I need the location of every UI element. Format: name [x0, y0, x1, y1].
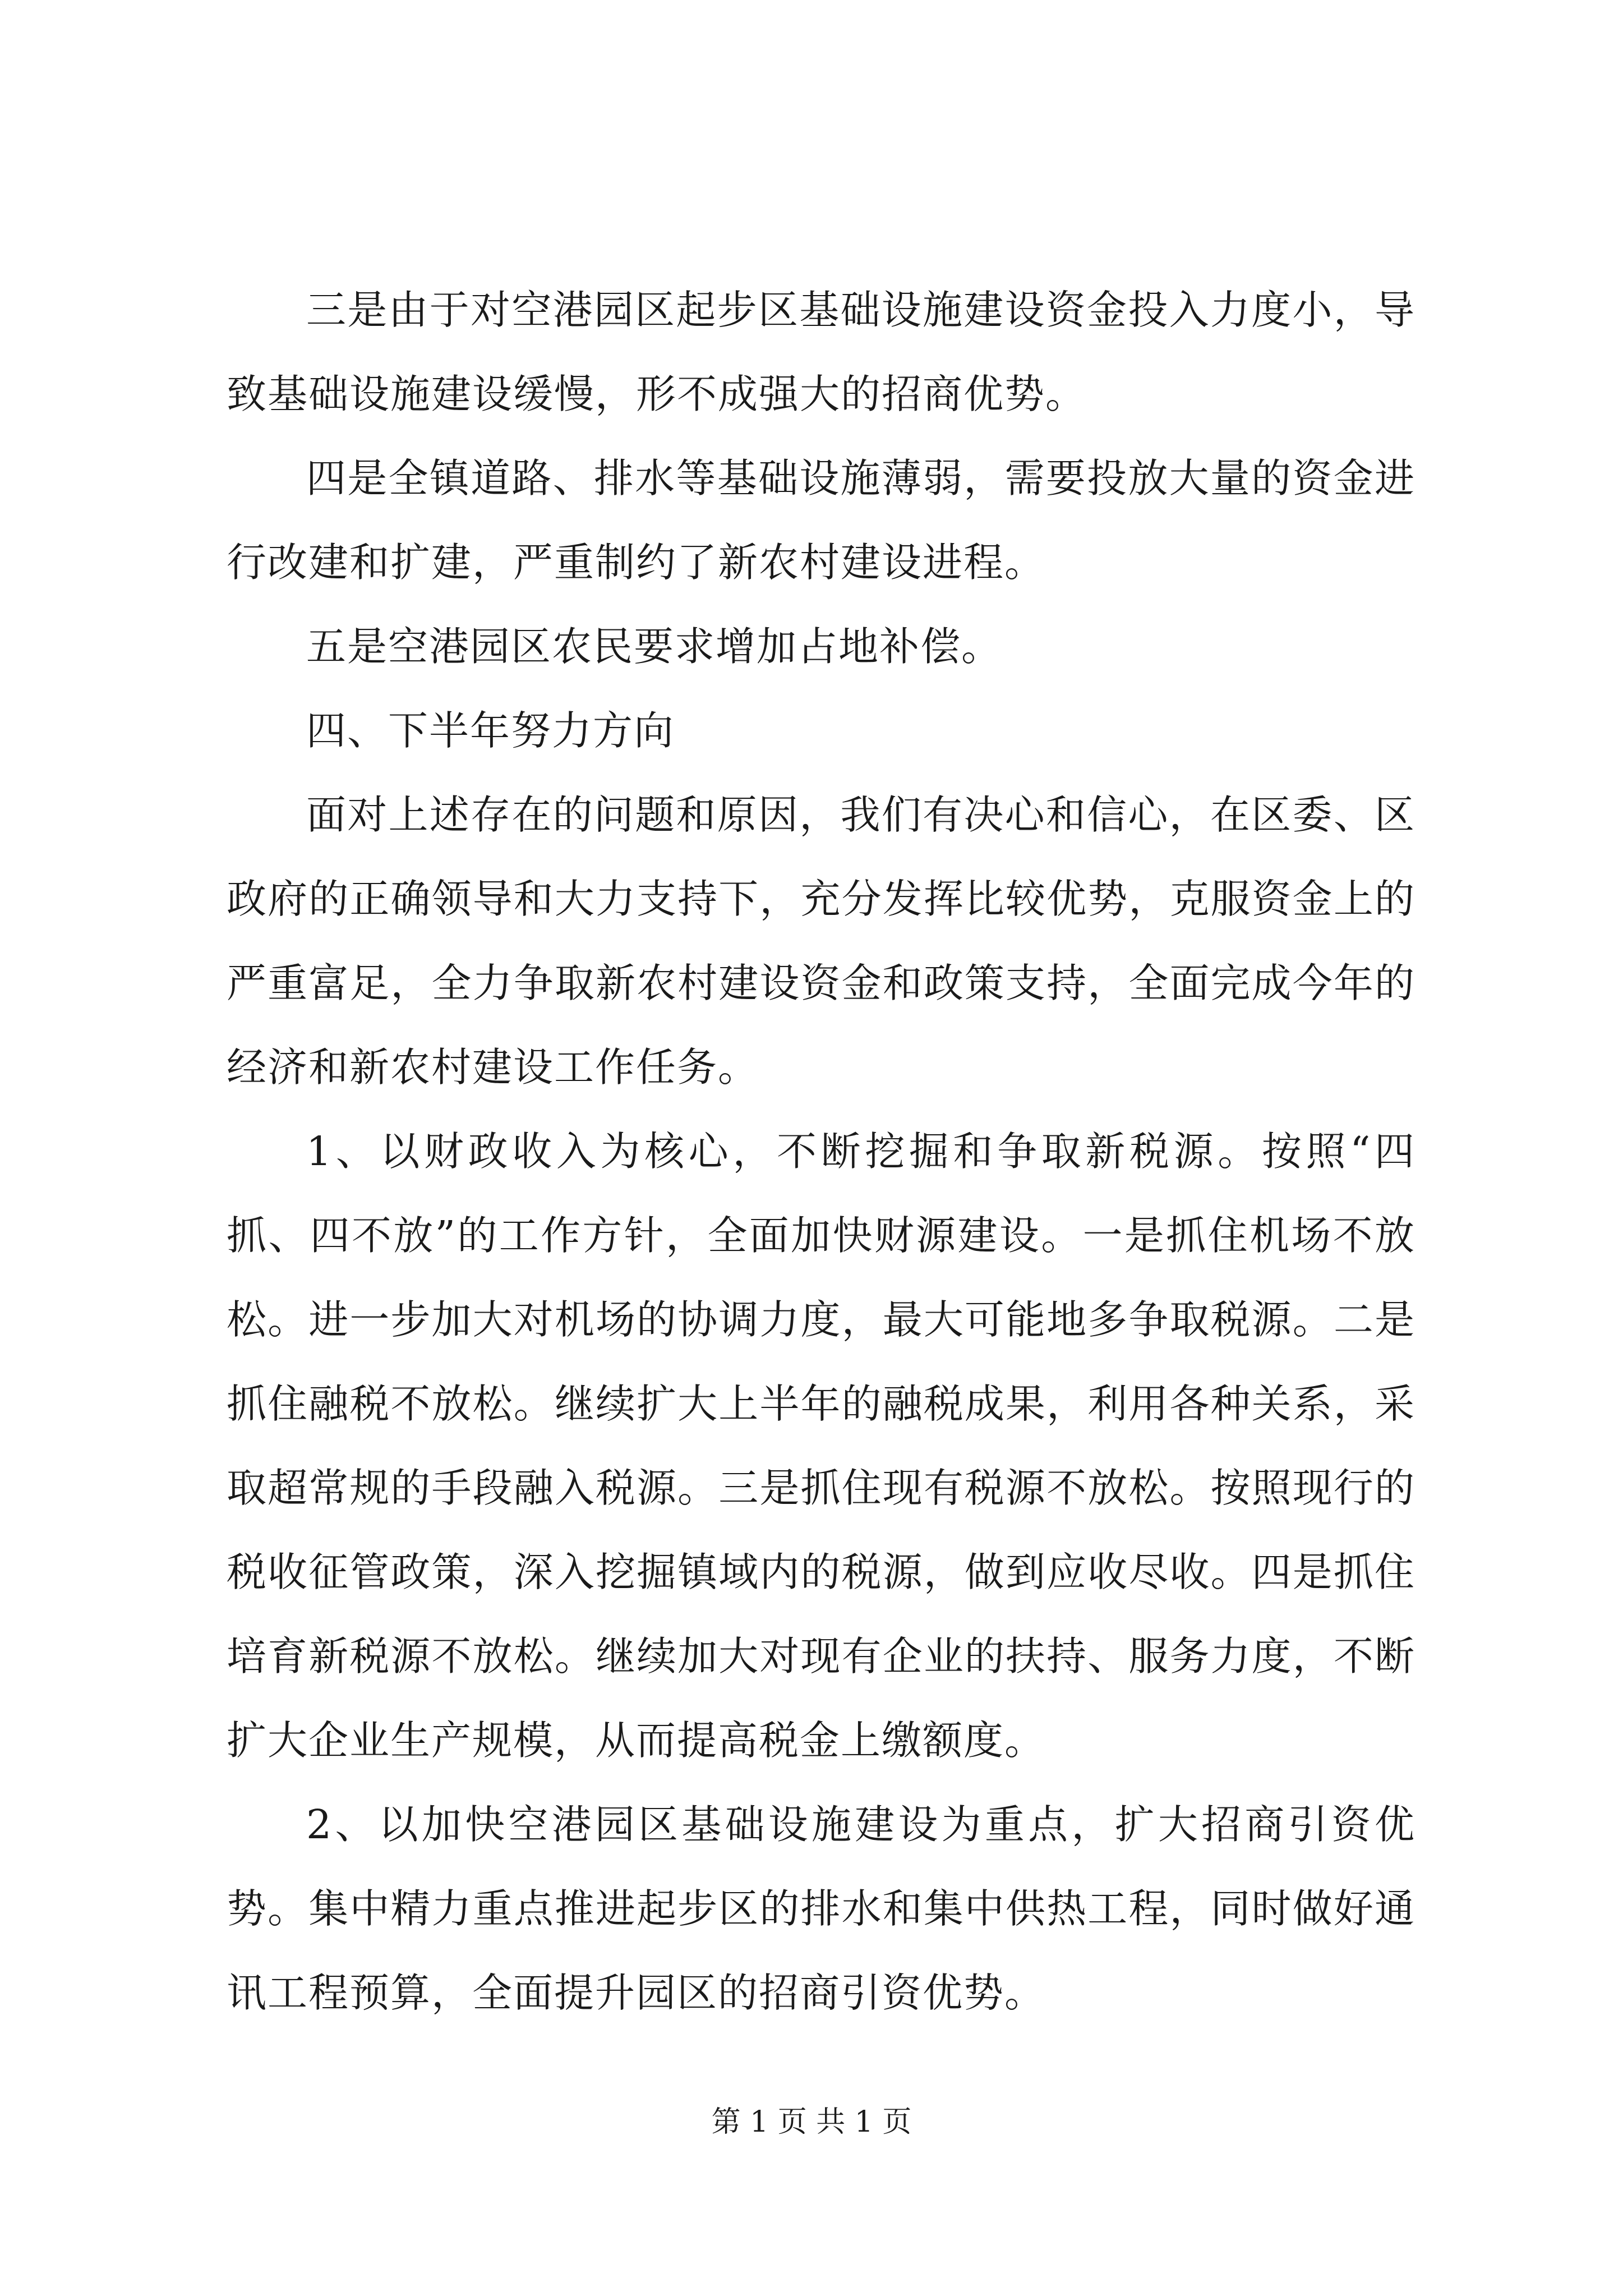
- paragraph-reason-4: 四是全镇道路、排水等基础设施薄弱，需要投放大量的资金进行改建和扩建，严重制约了新农村建设进程。: [227, 455, 1415, 586]
- paragraph-intro: 面对上述存在的问题和原因，我们有决心和信心，在区委、区政府的正确领导和大力支持下，充分发挥比较优势，克服资金上的严重富足，全力争取新农村建设资金和政策支持，全面完成今年的经济和新农村建设工作任务。: [227, 792, 1415, 1091]
- paragraph-item-1: 1、以财政收入为核心，不断挖掘和争取新税源。按照“四抓、四不放”的工作方针，全面加快财源建设。一是抓住机场不放松。进一步加大对机场的协调力度，最大可能地多争取税源。二是抓住融税不放松。继续扩大上半年的融税成果，利用各种关系，采取超常规的手段融入税源。三是抓住现有税源不放松。按照现行的税收征管政策，深入挖掘镇域内的税源，做到应收尽收。四是抓住培育新税源不放松。继续加大对现有企业的扶持、服务力度，不断扩大企业生产规模，从而提高税金上缴额度。: [227, 1128, 1415, 1764]
- document-body: [227, 268, 1415, 2035]
- paragraph-item-2: 2、以加快空港园区基础设施建设为重点，扩大招商引资优势。集中精力重点推进起步区的排水和集中供热工程，同时做好通讯工程预算，全面提升园区的招商引资优势。: [227, 1801, 1415, 2016]
- paragraph-reason-3: 三是由于对空港园区起步区基础设施建设资金投入力度小，导致基础设施建设缓慢，形不成强大的招商优势。: [227, 287, 1415, 417]
- page-footer: 第 1 页 共 1 页: [711, 2105, 912, 2139]
- paragraph-reason-5: 五是空港园区农民要求增加占地补偿。: [306, 623, 1003, 670]
- section-heading: 四、下半年努力方向: [306, 707, 675, 754]
